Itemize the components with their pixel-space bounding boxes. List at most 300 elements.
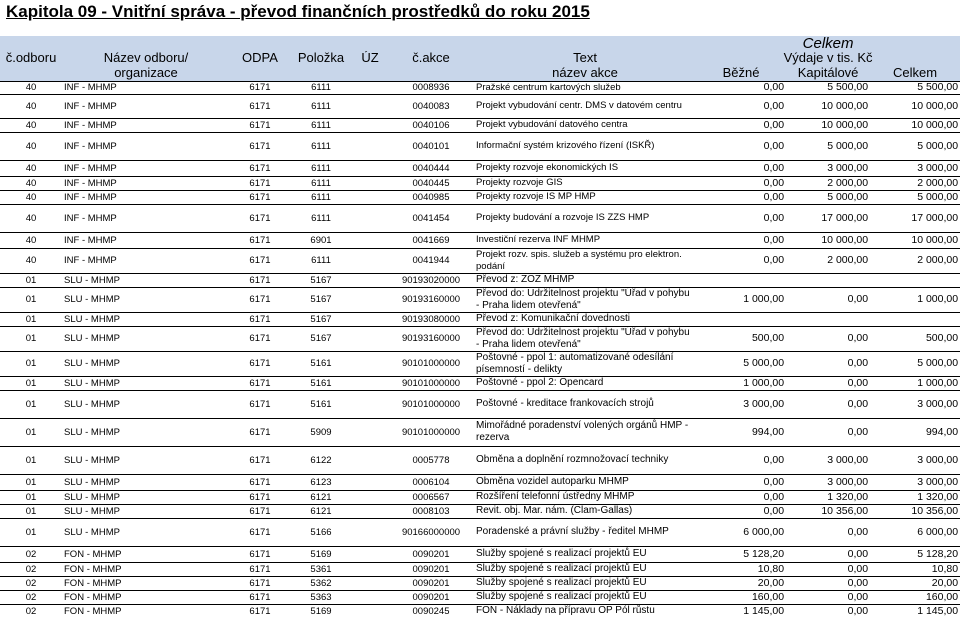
cell-odpa: 6171 (230, 190, 290, 204)
cell-uz (352, 312, 388, 326)
cell-odpa: 6171 (230, 446, 290, 474)
cell-polozka: 6122 (290, 446, 352, 474)
cell-polozka: 6111 (290, 204, 352, 232)
cell-odpa: 6171 (230, 326, 290, 351)
cell-text: FON - Náklady na přípravu OP Pól růstu (474, 604, 696, 618)
cell-odbor: 02 (0, 562, 62, 576)
cell-akce: 0090201 (388, 590, 474, 604)
cell-odbor: 01 (0, 518, 62, 546)
cell-odbor: 01 (0, 504, 62, 518)
cell-bezne: 0,00 (696, 94, 786, 118)
cell-odpa: 6171 (230, 176, 290, 190)
cell-odpa: 6171 (230, 118, 290, 132)
cell-odbor: 40 (0, 176, 62, 190)
cell-nazev: INF - MHMP (62, 176, 230, 190)
cell-akce: 90101000000 (388, 390, 474, 418)
table-row (0, 132, 960, 160)
cell-kapitalove: 5 500,00 (786, 81, 870, 94)
cell-uz (352, 326, 388, 351)
cell-akce: 90101000000 (388, 418, 474, 446)
cell-text: Poštovné - kreditace frankovacích strojů (474, 390, 696, 418)
cell-celkem: 5 128,20 (870, 546, 960, 562)
cell-akce: 0041454 (388, 204, 474, 232)
cell-polozka: 6111 (290, 118, 352, 132)
cell-celkem: 20,00 (870, 576, 960, 590)
cell-odpa: 6171 (230, 504, 290, 518)
cell-nazev: SLU - MHMP (62, 376, 230, 390)
cell-bezne: 1 000,00 (696, 287, 786, 312)
cell-polozka: 5167 (290, 273, 352, 287)
cell-kapitalove: 0,00 (786, 546, 870, 562)
cell-celkem: 3 000,00 (870, 160, 960, 176)
cell-celkem: 1 320,00 (870, 490, 960, 504)
cell-uz (352, 604, 388, 618)
cell-text: Převod z: ZOZ MHMP (474, 273, 696, 287)
cell-polozka: 5169 (290, 546, 352, 562)
cell-text: Revit. obj. Mar. nám. (Clam-Gallas) (474, 504, 696, 518)
cell-akce: 0090201 (388, 546, 474, 562)
cell-bezne: 6 000,00 (696, 518, 786, 546)
cell-nazev: SLU - MHMP (62, 474, 230, 490)
cell-kapitalove: 3 000,00 (786, 446, 870, 474)
table-row (0, 81, 960, 94)
header-bezne: Běžné (696, 65, 786, 81)
cell-bezne: 0,00 (696, 232, 786, 248)
cell-text: Poradenské a právní služby - ředitel MHMP (474, 518, 696, 546)
cell-text: Služby spojené s realizací projektů EU (474, 590, 696, 604)
cell-akce: 0040101 (388, 132, 474, 160)
cell-nazev: SLU - MHMP (62, 351, 230, 376)
cell-akce: 0006567 (388, 490, 474, 504)
cell-uz (352, 474, 388, 490)
cell-celkem: 10 000,00 (870, 94, 960, 118)
cell-celkem: 10 356,00 (870, 504, 960, 518)
table-row (0, 94, 960, 118)
cell-nazev: FON - MHMP (62, 562, 230, 576)
cell-kapitalove: 1 320,00 (786, 490, 870, 504)
cell-nazev: INF - MHMP (62, 160, 230, 176)
cell-bezne: 0,00 (696, 446, 786, 474)
cell-akce: 90166000000 (388, 518, 474, 546)
cell-uz (352, 94, 388, 118)
cell-nazev: SLU - MHMP (62, 312, 230, 326)
cell-kapitalove: 10 000,00 (786, 94, 870, 118)
cell-nazev: INF - MHMP (62, 248, 230, 273)
cell-bezne: 0,00 (696, 118, 786, 132)
header-row-1 (0, 36, 960, 51)
cell-odpa: 6171 (230, 490, 290, 504)
cell-akce: 0005778 (388, 446, 474, 474)
cell-akce: 90193160000 (388, 326, 474, 351)
cell-polozka: 5161 (290, 351, 352, 376)
cell-odbor: 01 (0, 490, 62, 504)
table-row (0, 590, 960, 604)
cell-odpa: 6171 (230, 474, 290, 490)
cell-uz (352, 118, 388, 132)
cell-celkem: 6 000,00 (870, 518, 960, 546)
cell-celkem: 1 000,00 (870, 287, 960, 312)
cell-akce: 90193080000 (388, 312, 474, 326)
cell-nazev: INF - MHMP (62, 132, 230, 160)
cell-nazev: SLU - MHMP (62, 518, 230, 546)
cell-celkem: 160,00 (870, 590, 960, 604)
cell-odpa: 6171 (230, 312, 290, 326)
cell-celkem: 17 000,00 (870, 204, 960, 232)
cell-text: Projekt vybudování datového centra (474, 118, 696, 132)
cell-kapitalove: 10 356,00 (786, 504, 870, 518)
cell-uz (352, 390, 388, 418)
cell-celkem: 10 000,00 (870, 118, 960, 132)
cell-nazev: SLU - MHMP (62, 273, 230, 287)
cell-celkem: 1 000,00 (870, 376, 960, 390)
table-row (0, 418, 960, 446)
cell-text: Projekty rozvoje ekonomických IS (474, 160, 696, 176)
cell-uz (352, 81, 388, 94)
cell-akce: 0006104 (388, 474, 474, 490)
cell-bezne: 0,00 (696, 248, 786, 273)
cell-bezne: 5 128,20 (696, 546, 786, 562)
cell-celkem (870, 312, 960, 326)
cell-polozka: 6111 (290, 160, 352, 176)
header-odpa: ODPA (230, 51, 290, 65)
cell-celkem: 5 000,00 (870, 190, 960, 204)
cell-bezne: 0,00 (696, 474, 786, 490)
cell-odpa: 6171 (230, 590, 290, 604)
cell-text: Poštovné - ppol 2: Opencard (474, 376, 696, 390)
cell-odpa: 6171 (230, 376, 290, 390)
cell-kapitalove: 0,00 (786, 518, 870, 546)
cell-celkem: 994,00 (870, 418, 960, 446)
cell-polozka: 5167 (290, 287, 352, 312)
cell-odbor: 40 (0, 132, 62, 160)
cell-akce: 0041669 (388, 232, 474, 248)
cell-odbor: 01 (0, 326, 62, 351)
header-organizace: organizace (62, 65, 230, 81)
cell-nazev: INF - MHMP (62, 94, 230, 118)
header-celkem-col: Celkem (870, 65, 960, 81)
header-text: Text (474, 51, 696, 65)
cell-akce: 90101000000 (388, 351, 474, 376)
cell-text: Převod do: Udržitelnost projektu "Úřad v pohybu - Praha lidem otevřená" (474, 287, 696, 312)
table-row (0, 490, 960, 504)
cell-odpa: 6171 (230, 576, 290, 590)
cell-kapitalove: 0,00 (786, 418, 870, 446)
cell-kapitalove: 0,00 (786, 604, 870, 618)
cell-uz (352, 160, 388, 176)
table-row (0, 326, 960, 351)
cell-celkem: 3 000,00 (870, 390, 960, 418)
table-row (0, 176, 960, 190)
cell-text: Obměna a doplnění rozmnožovací techniky (474, 446, 696, 474)
cell-odbor: 01 (0, 446, 62, 474)
cell-bezne: 5 000,00 (696, 351, 786, 376)
cell-akce: 0090201 (388, 576, 474, 590)
cell-nazev: INF - MHMP (62, 232, 230, 248)
cell-text: Mimořádné poradenství volených orgánů HMP - rezerva (474, 418, 696, 446)
cell-celkem: 5 000,00 (870, 351, 960, 376)
cell-nazev: SLU - MHMP (62, 287, 230, 312)
cell-celkem: 3 000,00 (870, 474, 960, 490)
cell-text: Služby spojené s realizací projektů EU (474, 562, 696, 576)
table-row (0, 118, 960, 132)
cell-uz (352, 273, 388, 287)
table-row (0, 518, 960, 546)
cell-celkem: 500,00 (870, 326, 960, 351)
cell-nazev: INF - MHMP (62, 190, 230, 204)
cell-akce: 0040444 (388, 160, 474, 176)
cell-text: Poštovné - ppol 1: automatizované odesílání písemností - delikty (474, 351, 696, 376)
cell-odbor: 02 (0, 546, 62, 562)
cell-polozka: 6111 (290, 176, 352, 190)
cell-odbor: 40 (0, 81, 62, 94)
cell-uz (352, 190, 388, 204)
cell-odbor: 01 (0, 273, 62, 287)
cell-uz (352, 518, 388, 546)
header-polozka: Položka (290, 51, 352, 65)
cell-akce: 90193020000 (388, 273, 474, 287)
table-row (0, 248, 960, 273)
cell-odbor: 40 (0, 118, 62, 132)
table-body (0, 81, 960, 618)
table-row (0, 604, 960, 618)
cell-text: Služby spojené s realizací projektů EU (474, 576, 696, 590)
cell-nazev: INF - MHMP (62, 81, 230, 94)
cell-kapitalove: 10 000,00 (786, 232, 870, 248)
cell-bezne: 20,00 (696, 576, 786, 590)
cell-odbor: 40 (0, 160, 62, 176)
cell-akce: 90193160000 (388, 287, 474, 312)
cell-kapitalove: 0,00 (786, 562, 870, 576)
cell-text: Projekty budování a rozvoje IS ZZS HMP (474, 204, 696, 232)
cell-odpa: 6171 (230, 81, 290, 94)
cell-akce: 0090245 (388, 604, 474, 618)
cell-celkem: 2 000,00 (870, 176, 960, 190)
cell-odbor: 01 (0, 474, 62, 490)
cell-uz (352, 446, 388, 474)
cell-akce: 0008103 (388, 504, 474, 518)
cell-odbor: 01 (0, 287, 62, 312)
cell-celkem: 3 000,00 (870, 446, 960, 474)
cell-kapitalove: 10 000,00 (786, 118, 870, 132)
cell-odpa: 6171 (230, 518, 290, 546)
cell-akce: 0041944 (388, 248, 474, 273)
cell-kapitalove: 0,00 (786, 351, 870, 376)
cell-kapitalove: 0,00 (786, 326, 870, 351)
cell-uz (352, 576, 388, 590)
cell-odpa: 6171 (230, 160, 290, 176)
table-row (0, 504, 960, 518)
table-row (0, 287, 960, 312)
cell-odbor: 02 (0, 604, 62, 618)
cell-uz (352, 546, 388, 562)
cell-kapitalove: 0,00 (786, 376, 870, 390)
cell-bezne: 994,00 (696, 418, 786, 446)
cell-odpa: 6171 (230, 204, 290, 232)
cell-polozka: 5363 (290, 590, 352, 604)
cell-uz (352, 490, 388, 504)
header-uz: ÚZ (352, 51, 388, 65)
cell-polozka: 6901 (290, 232, 352, 248)
cell-bezne (696, 312, 786, 326)
cell-odpa: 6171 (230, 351, 290, 376)
cell-odbor: 40 (0, 190, 62, 204)
cell-kapitalove: 3 000,00 (786, 160, 870, 176)
cell-text: Projekty rozvoje GIS (474, 176, 696, 190)
cell-uz (352, 176, 388, 190)
cell-uz (352, 232, 388, 248)
cell-polozka: 6111 (290, 81, 352, 94)
cell-odpa: 6171 (230, 94, 290, 118)
table-row (0, 562, 960, 576)
cell-odpa: 6171 (230, 546, 290, 562)
cell-bezne: 0,00 (696, 204, 786, 232)
cell-kapitalove: 5 000,00 (786, 132, 870, 160)
cell-bezne: 1 145,00 (696, 604, 786, 618)
table-row (0, 273, 960, 287)
cell-celkem (870, 273, 960, 287)
cell-akce: 0090201 (388, 562, 474, 576)
cell-kapitalove (786, 273, 870, 287)
cell-celkem: 5 500,00 (870, 81, 960, 94)
cell-polozka: 5166 (290, 518, 352, 546)
cell-uz (352, 248, 388, 273)
cell-odbor: 01 (0, 390, 62, 418)
cell-text: Projekt vybudování centr. DMS v datovém centru (474, 94, 696, 118)
cell-odpa: 6171 (230, 232, 290, 248)
cell-uz (352, 351, 388, 376)
table-row (0, 546, 960, 562)
cell-bezne: 160,00 (696, 590, 786, 604)
cell-nazev: SLU - MHMP (62, 490, 230, 504)
cell-uz (352, 504, 388, 518)
cell-odbor: 01 (0, 351, 62, 376)
cell-polozka: 5161 (290, 390, 352, 418)
cell-bezne: 10,80 (696, 562, 786, 576)
cell-text: Služby spojené s realizací projektů EU (474, 546, 696, 562)
cell-polozka: 5161 (290, 376, 352, 390)
cell-kapitalove: 0,00 (786, 576, 870, 590)
cell-akce: 0040985 (388, 190, 474, 204)
cell-odpa: 6171 (230, 390, 290, 418)
cell-nazev: FON - MHMP (62, 576, 230, 590)
cell-odbor: 40 (0, 94, 62, 118)
cell-bezne: 0,00 (696, 504, 786, 518)
cell-uz (352, 287, 388, 312)
cell-odpa: 6171 (230, 604, 290, 618)
table-row (0, 446, 960, 474)
cell-kapitalove: 2 000,00 (786, 248, 870, 273)
cell-celkem: 10,80 (870, 562, 960, 576)
cell-text: Obměna vozidel autoparku MHMP (474, 474, 696, 490)
cell-celkem: 1 145,00 (870, 604, 960, 618)
cell-bezne: 1 000,00 (696, 376, 786, 390)
cell-nazev: SLU - MHMP (62, 418, 230, 446)
cell-uz (352, 590, 388, 604)
cell-polozka: 6111 (290, 190, 352, 204)
cell-nazev: SLU - MHMP (62, 446, 230, 474)
cell-nazev: FON - MHMP (62, 604, 230, 618)
cell-kapitalove: 5 000,00 (786, 190, 870, 204)
header-vydaje: Výdaje v tis. Kč (696, 51, 960, 65)
cell-bezne: 0,00 (696, 176, 786, 190)
cell-kapitalove: 17 000,00 (786, 204, 870, 232)
table-row (0, 576, 960, 590)
cell-akce: 0008936 (388, 81, 474, 94)
cell-kapitalove: 0,00 (786, 390, 870, 418)
cell-kapitalove: 2 000,00 (786, 176, 870, 190)
cell-nazev: INF - MHMP (62, 204, 230, 232)
cell-bezne: 0,00 (696, 160, 786, 176)
cell-text: Pražské centrum kartových služeb (474, 81, 696, 94)
page-title: Kapitola 09 - Vnitřní správa - převod finančních prostředků do roku 2015 (6, 2, 590, 21)
cell-odpa: 6171 (230, 562, 290, 576)
cell-bezne (696, 273, 786, 287)
header-akce: č.akce (388, 51, 474, 65)
cell-kapitalove: 0,00 (786, 590, 870, 604)
cell-uz (352, 376, 388, 390)
header-celkem: Celkem (696, 36, 960, 51)
cell-text: Převod z: Komunikační dovednosti (474, 312, 696, 326)
cell-nazev: FON - MHMP (62, 590, 230, 604)
cell-odbor: 40 (0, 248, 62, 273)
cell-bezne: 500,00 (696, 326, 786, 351)
cell-text: Investiční rezerva INF MHMP (474, 232, 696, 248)
table-row (0, 160, 960, 176)
cell-polozka: 5167 (290, 312, 352, 326)
cell-text: Rozšíření telefonní ústředny MHMP (474, 490, 696, 504)
table-row (0, 204, 960, 232)
cell-bezne: 3 000,00 (696, 390, 786, 418)
cell-text: Informační systém krizového řízení (ISKŘ) (474, 132, 696, 160)
cell-odpa: 6171 (230, 418, 290, 446)
cell-odpa: 6171 (230, 287, 290, 312)
cell-polozka: 6121 (290, 490, 352, 504)
cell-polozka: 5361 (290, 562, 352, 576)
cell-odbor: 01 (0, 418, 62, 446)
header-kapitalove: Kapitálové (786, 65, 870, 81)
cell-polozka: 6111 (290, 94, 352, 118)
cell-polozka: 6123 (290, 474, 352, 490)
cell-polozka: 5169 (290, 604, 352, 618)
cell-odbor: 01 (0, 312, 62, 326)
budget-table (0, 36, 960, 618)
cell-bezne: 0,00 (696, 81, 786, 94)
header-row-2 (0, 51, 960, 65)
table-row (0, 474, 960, 490)
header-nazev-akce: název akce (474, 65, 696, 81)
cell-polozka: 6111 (290, 248, 352, 273)
cell-text: Projekt rozv. spis. služeb a systému pro elektron. podání (474, 248, 696, 273)
cell-odbor: 40 (0, 232, 62, 248)
cell-odpa: 6171 (230, 132, 290, 160)
table-row (0, 190, 960, 204)
cell-celkem: 5 000,00 (870, 132, 960, 160)
cell-polozka: 6111 (290, 132, 352, 160)
cell-polozka: 5167 (290, 326, 352, 351)
cell-uz (352, 562, 388, 576)
cell-kapitalove (786, 312, 870, 326)
cell-nazev: SLU - MHMP (62, 390, 230, 418)
cell-celkem: 2 000,00 (870, 248, 960, 273)
cell-bezne: 0,00 (696, 490, 786, 504)
table-row (0, 390, 960, 418)
cell-akce: 0040445 (388, 176, 474, 190)
cell-uz (352, 418, 388, 446)
cell-nazev: INF - MHMP (62, 118, 230, 132)
cell-bezne: 0,00 (696, 190, 786, 204)
cell-odbor: 40 (0, 204, 62, 232)
cell-akce: 90101000000 (388, 376, 474, 390)
